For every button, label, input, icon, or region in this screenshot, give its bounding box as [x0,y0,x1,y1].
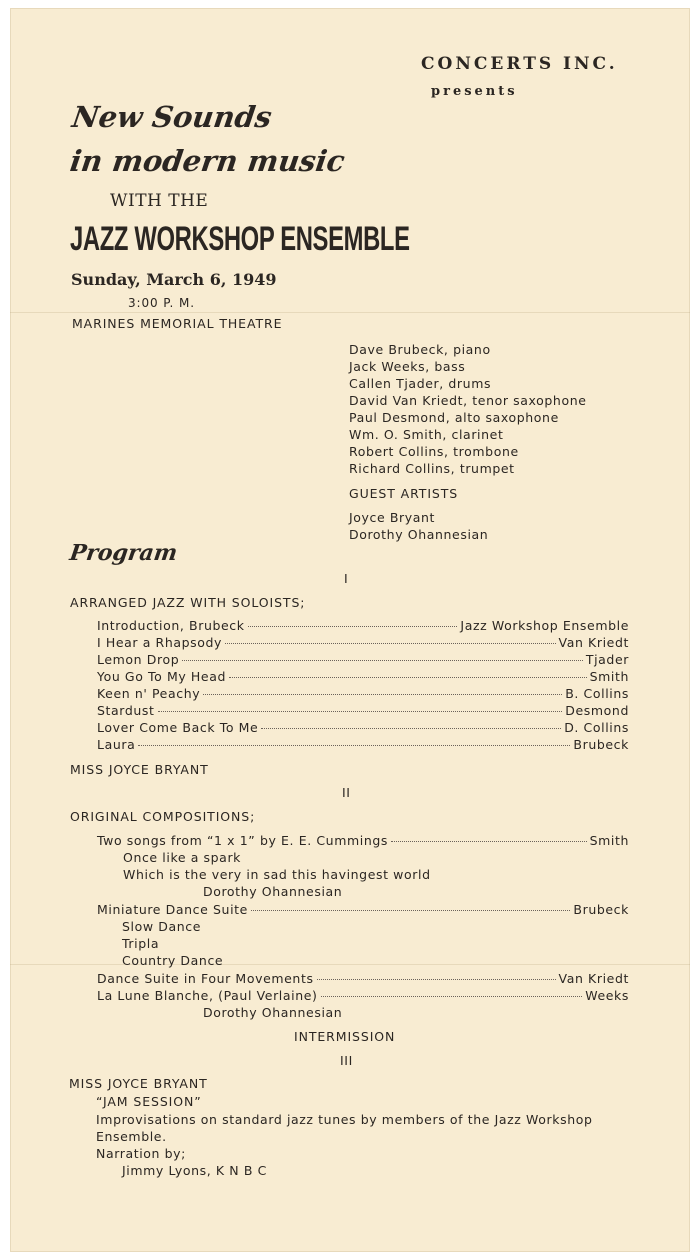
featured-performer: MISS JOYCE BRYANT [70,762,209,777]
fold-crease [10,964,690,965]
jam-description: Improvisations on standard jazz tunes by members of the Jazz Workshop [96,1112,593,1127]
program-entry [97,737,629,752]
entry-artist: Smith [589,669,629,684]
sub-item: Once like a spark [123,850,242,865]
entry-title: La Lune Blanche, (Paul Verlaine) [97,988,318,1003]
entry-title: Two songs from “1 x 1” by E. E. Cummings [97,833,388,848]
program-entry [97,988,629,1003]
leader-dots [391,841,587,842]
leader-dots [158,711,563,712]
concert-venue: MARINES MEMORIAL THEATRE [72,316,283,331]
program-entry [97,720,629,735]
part-title: ORIGINAL COMPOSITIONS; [70,809,256,824]
part-title: ARRANGED JAZZ WITH SOLOISTS; [70,595,306,610]
leader-dots [248,626,458,627]
program-entry [97,971,629,986]
entry-artist: Tjader [585,652,629,667]
fold-crease [10,312,690,313]
with-the-label: WITH THE [110,191,209,211]
program-entry [97,652,629,667]
entry-artist: Weeks [585,988,629,1003]
leader-dots [321,996,583,997]
entry-title: Lemon Drop [97,652,180,667]
program-entry [97,833,629,848]
program-entry [97,635,629,650]
entry-title: Keen n' Peachy [97,686,201,701]
part-numeral: II [342,785,351,800]
concert-date: Sunday, March 6, 1949 [71,270,277,289]
jam-session-title: “JAM SESSION” [96,1094,202,1109]
leader-dots [251,910,570,911]
entry-artist: Van Kriedt [558,971,629,986]
part-numeral: III [340,1053,353,1068]
intermission-label: INTERMISSION [294,1029,396,1044]
entry-title: Laura [97,737,136,752]
guest-artists-heading: GUEST ARTISTS [349,486,459,501]
personnel-item: Richard Collins, trumpet [349,461,515,476]
sub-item: Country Dance [122,953,224,968]
sub-item: Which is the very in sad this havingest world [123,867,431,882]
title-line-1: New Sounds [70,100,274,134]
entry-artist: B. Collins [565,686,629,701]
leader-dots [225,643,555,644]
leader-dots [317,979,556,980]
program-entry [97,669,629,684]
program-heading: Program [68,540,179,566]
personnel-item: Jack Weeks, bass [349,359,466,374]
personnel-item: Callen Tjader, drums [349,376,492,391]
entry-artist: Jazz Workshop Ensemble [460,618,629,633]
personnel-item: Robert Collins, trombone [349,444,519,459]
concert-time: 3:00 P. M. [128,296,195,310]
leader-dots [203,694,562,695]
entry-title: Stardust [97,703,155,718]
leader-dots [138,745,570,746]
title-line-2: in modern music [68,144,347,178]
personnel-item: Wm. O. Smith, clarinet [349,427,504,442]
entry-title: Miniature Dance Suite [97,902,248,917]
program-entry [97,703,629,718]
presenter-name: CONCERTS INC. [421,54,618,74]
entry-title: Lover Come Back To Me [97,720,259,735]
entry-title: I Hear a Rhapsody [97,635,223,650]
entry-title: Introduction, Brubeck [97,618,245,633]
part-numeral: I [344,571,349,586]
entry-artist: Desmond [565,703,629,718]
entry-artist: Brubeck [573,902,629,917]
presents-label: presents [431,84,518,99]
personnel-item: Paul Desmond, alto saxophone [349,410,559,425]
entry-title: You Go To My Head [97,669,226,684]
entry-artist: Brubeck [573,737,629,752]
entry-title: Dance Suite in Four Movements [97,971,314,986]
narrator-name: Jimmy Lyons, K N B C [122,1163,267,1178]
leader-dots [261,728,561,729]
entry-artist: Van Kriedt [558,635,629,650]
guest-artist: Dorothy Ohannesian [349,527,489,542]
personnel-item: David Van Kriedt, tenor saxophone [349,393,587,408]
featured-performer: MISS JOYCE BRYANT [69,1076,208,1091]
narration-label: Narration by; [96,1146,186,1161]
sub-item: Tripla [122,936,160,951]
leader-dots [229,677,587,678]
program-entry [97,902,629,917]
jam-description: Ensemble. [96,1129,167,1144]
entry-artist: Smith [589,833,629,848]
sub-item: Slow Dance [122,919,202,934]
ensemble-name: JAZZ WORKSHOP ENSEMBLE [70,220,410,258]
program-entry [97,618,629,633]
leader-dots [182,660,583,661]
personnel-item: Dave Brubeck, piano [349,342,491,357]
program-entry [97,686,629,701]
singer-name: Dorothy Ohannesian [203,884,343,899]
guest-artist: Joyce Bryant [349,510,436,525]
singer-name: Dorothy Ohannesian [203,1005,343,1020]
entry-artist: D. Collins [564,720,629,735]
